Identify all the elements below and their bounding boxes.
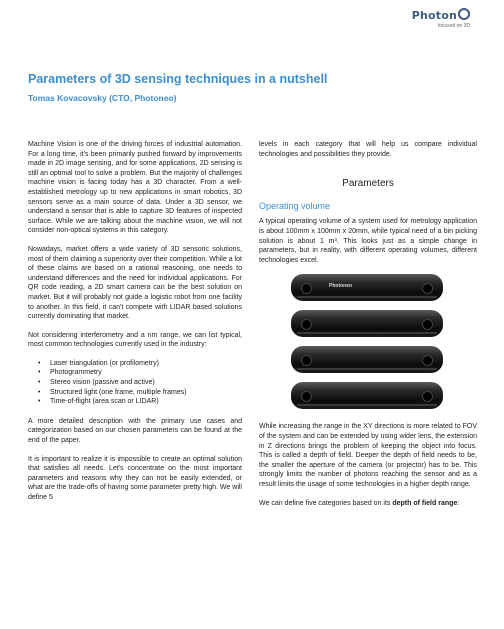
logo-wordmark: Photon (411, 9, 457, 22)
depth-of-field-term: depth of field range (392, 499, 458, 507)
scanner-device (291, 274, 443, 301)
depth-of-field-paragraph: While increasing the range in the XY directions is more related to FOV of the system and can be extended by using wider lens, the extension in Z directions brings the problem of keeping the object into focus. This is called a depth of field. Deeper the depth of field needs to be, the smaller the aperture of the camera (or projector) has to be. This strongly limits the number of photons reaching the sensor and as a result limits the usage of some technologies in a higher depth range. (259, 423, 477, 488)
logo-tagline: focused on 3D (437, 23, 470, 29)
tradeoff-paragraph: It is important to realize it is impossible to create an optimal solution that satisfies all needs. Let's concentrate on the most important parameters and reasons why they can not be easily extended, or what are the trade-offs of having some parameter pretty high. We will define 5 (28, 455, 242, 501)
lens-icon (422, 355, 433, 366)
scanner-product-image (259, 274, 477, 414)
lens-icon (422, 283, 433, 294)
right-column (259, 140, 477, 517)
photoneo-logo (412, 8, 470, 29)
scanner-device (291, 310, 443, 337)
list-item: • Stereo vision (passive and active) (50, 378, 242, 388)
categories-text: We can define five categories based on its (259, 499, 393, 507)
description-paragraph: A more detailed description with the primary use cases and categorization based on our chosen parameters can be found at the end of the paper. (28, 417, 242, 445)
left-column (28, 140, 242, 512)
logo-ring-icon (458, 8, 470, 20)
intro-paragraph: Machine Vision is one of the driving forces of industrial automation. For a long time, it's been primarily pushed forward by improvements made in 2D image sensing, and for some applications, 2D sensing is still an optimal tool to solve a problem. But the majority of challenges machine vision is facing today has a 3D character. From a well-established metrology up to new applications in smart robotics, 3D sensors serve as a main source of data. Under a 3D sensor, we understand a sensor that is able to capture 3D features of inspected surface. While we are talking about the machine vision, we will not consider non-optical systems in this category. (28, 141, 242, 235)
lens-icon (301, 355, 312, 366)
lens-icon (422, 319, 433, 330)
operating-volume-paragraph: A typical operating volume of a system used for metrology application is about 100mm x 100mm x 20mm, while typical need of a bin picking solution is about 1 m³. This looks just as a simple change in parameters, but in reality, with different operating volumes, different technologies excel. (259, 218, 477, 264)
section-heading: Parameters (342, 178, 394, 190)
technology-list (28, 359, 242, 407)
categories-suffix: : (457, 499, 460, 507)
list-item: • Laser triangulation (or profilometry) (50, 359, 242, 369)
lens-icon (301, 283, 312, 294)
scanner-device (291, 382, 443, 409)
market-paragraph: Nowadays, market offers a wide variety of 3D sensoric solutions, most of them claiming a superiority over their competition. While a lot of these claims are based on a rational reasoning, one needs to understand differences and the need for individual applications. For QR code reading, a 2D smart camera can be the best solution on market. But it will probably not guide a logistic robot from one facility to another. In this field, it can't compete with LIDAR based solutions currently dominating that market. (28, 245, 242, 321)
lens-icon (301, 319, 312, 330)
technologies-intro: Not considering interferometry and a nm range, we can list typical, most common technologies currently used in the industry: (28, 331, 242, 349)
list-item: • Structured light (one frame, multiple frames) (50, 388, 242, 398)
scanner-brand-label: Photoneo (329, 283, 353, 290)
lens-icon (422, 391, 433, 402)
lens-icon (301, 391, 312, 402)
list-item: • Photogrammetry (50, 368, 242, 378)
scanner-device (291, 346, 443, 373)
list-item: • Time-of-flight (area scan or LIDAR) (50, 397, 242, 407)
subsection-heading: Operating volume (259, 200, 331, 211)
document-title: Parameters of 3D sensing techniques in a nutshell (28, 72, 328, 86)
document-author: Tomas Kovacovsky (CTO, Photoneo) (28, 93, 177, 103)
levels-paragraph: levels in each category that will help us compare individual technologies and possibilities they provide. (259, 141, 477, 158)
categories-paragraph (259, 499, 477, 509)
